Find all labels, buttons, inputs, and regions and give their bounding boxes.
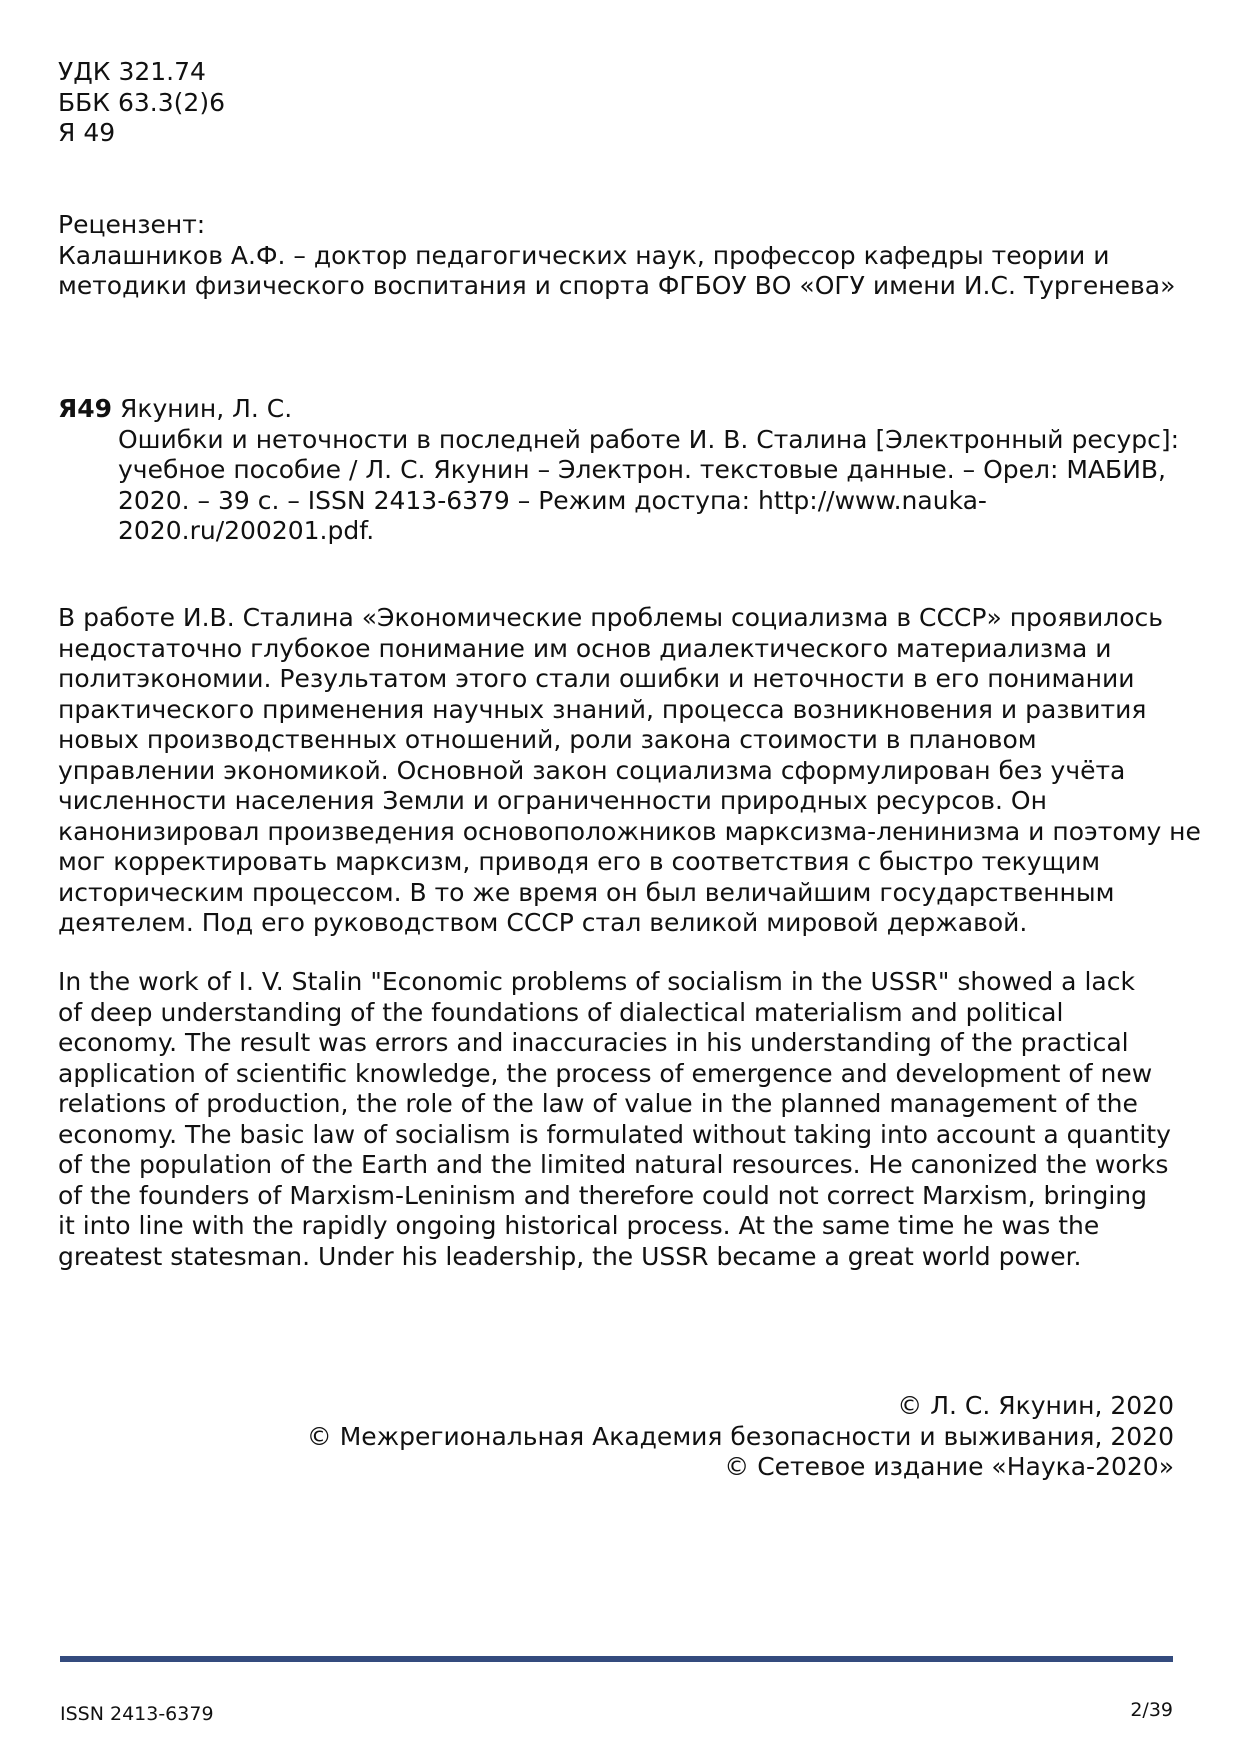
abstract-line: relations of production, the role of the law of value in the planned management of the <box>58 1089 1138 1118</box>
abstract-line: новых производственных отношений, роли закона стоимости в плановом <box>58 725 1037 754</box>
author-mark: Я 49 <box>58 118 116 147</box>
abstract-line: численности населения Земли и ограниченности природных ресурсов. Он <box>58 786 1047 815</box>
footer-divider <box>60 1656 1173 1662</box>
biblio-line: учебное пособие / Л. С. Якунин – Электрон. текстовые данные. – Орел: МАБИВ, <box>118 455 1166 484</box>
copyright-line: © Межрегиональная Академия безопасности и выживания, 2020 <box>306 1421 1174 1451</box>
abstract-line: it into line with the rapidly ongoing historical process. At the same time he was the <box>58 1211 1100 1240</box>
udk-code: УДК 321.74 <box>58 57 206 86</box>
copyright-block <box>307 1391 1174 1483</box>
abstract-english <box>58 967 1171 1272</box>
footer-issn: ISSN 2413-6379 <box>60 1703 214 1725</box>
abstract-line: greatest statesman. Under his leadership, the USSR became a great world power. <box>58 1241 1082 1271</box>
reviewer-line: Калашников А.Ф. – доктор педагогических наук, профессор кафедры теории и <box>58 240 1110 270</box>
biblio-line: 2020.ru/200201.pdf. <box>118 516 375 545</box>
biblio-line: 2020. – 39 с. – ISSN 2413-6379 – Режим доступа: http://www.nauka- <box>118 485 987 515</box>
biblio-line: Ошибки и неточности в последней работе И. В. Сталина [Электронный ресурс]: <box>118 424 1180 454</box>
abstract-line: In the work of I. V. Stalin "Economic problems of socialism in the USSR" showed a lack <box>58 967 1135 996</box>
abstract-line: application of scientific knowledge, the process of emergence and development of new <box>58 1058 1153 1088</box>
abstract-line: economy. The result was errors and inaccuracies in his understanding of the practical <box>58 1028 1129 1057</box>
reviewer-heading: Рецензент: <box>58 210 206 239</box>
abstract-line: историческим процессом. В то же время он был величайшим государственным <box>58 877 1115 907</box>
abstract-russian <box>58 603 1201 939</box>
copyright-line: © Л. С. Якунин, 2020 <box>897 1391 1174 1420</box>
abstract-line: of the population of the Earth and the limited natural resources. He canonized the works <box>58 1150 1169 1179</box>
biblio-code: Я49 <box>58 394 113 423</box>
bbk-code: ББК 63.3(2)6 <box>58 87 225 117</box>
classification-codes <box>58 57 225 149</box>
abstract-line: деятелем. Под его руководством СССР стал великой мировой державой. <box>58 908 1028 937</box>
abstract-line: economy. The basic law of socialism is formulated without taking into account a quantity <box>58 1119 1171 1149</box>
reviewer-block <box>58 210 1175 302</box>
biblio-author: Якунин, Л. С. <box>112 394 293 423</box>
bibliographic-record <box>58 394 1179 547</box>
abstract-line: управлении экономикой. Основной закон социализма сформулирован без учёта <box>58 755 1126 785</box>
abstract-line: В работе И.В. Сталина «Экономические проблемы социализма в СССР» проявилось <box>58 603 1163 632</box>
abstract-line: канонизировал произведения основоположников марксизма-ленинизма и поэтому не <box>58 816 1201 846</box>
abstract-line: of the founders of Marxism-Leninism and therefore could not correct Marxism, bringing <box>58 1180 1148 1210</box>
page-number: 2/39 <box>1130 1699 1173 1721</box>
abstract-line: практического применения научных знаний, процесса возникновения и развития <box>58 694 1147 724</box>
abstract-line: недостаточно глубокое понимание им основ диалектического материализма и <box>58 633 1112 663</box>
abstract-line: of deep understanding of the foundations of dialectical materialism and political <box>58 997 1064 1027</box>
copyright-line: © Сетевое издание «Наука-2020» <box>724 1452 1174 1481</box>
reviewer-line: методики физического воспитания и спорта ФГБОУ ВО «ОГУ имени И.С. Тургенева» <box>58 271 1176 300</box>
biblio-header <box>58 394 1179 425</box>
abstract-line: политэкономии. Результатом этого стали ошибки и неточности в его понимании <box>58 664 1135 693</box>
abstract-line: мог корректировать марксизм, приводя его в соответствия с быстро текущим <box>58 847 1101 876</box>
